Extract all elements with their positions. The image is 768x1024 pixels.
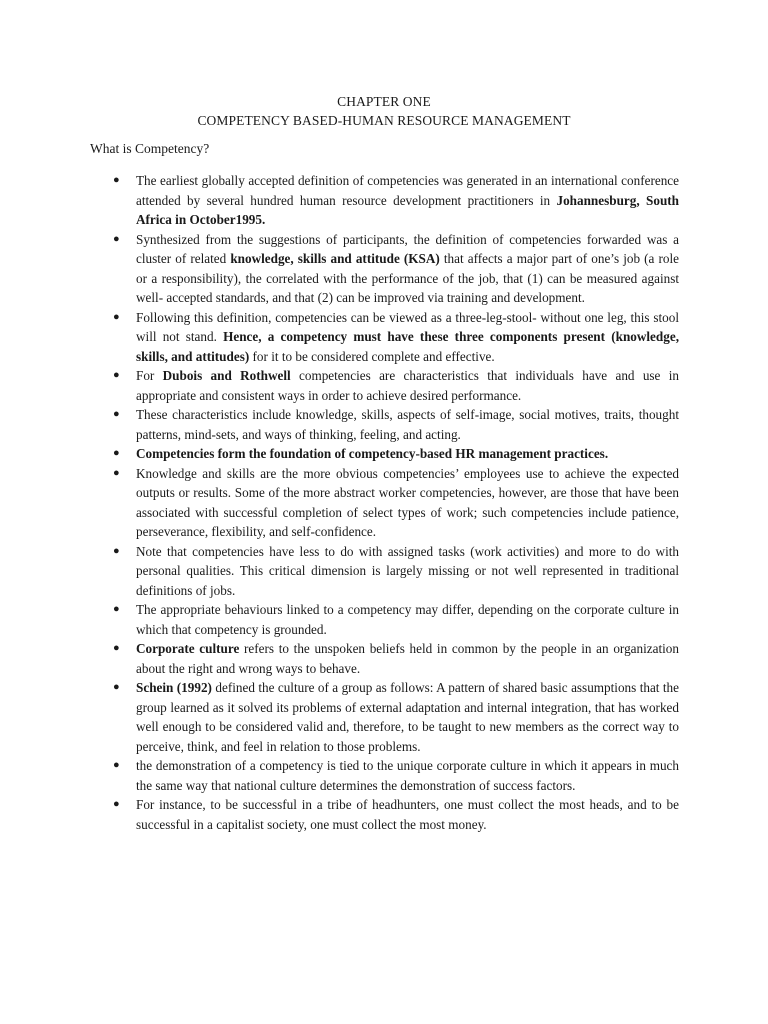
bullet-icon: ● [113, 681, 120, 693]
list-item: ● Schein (1992) defined the culture of a group as follows: A pattern of shared basic assumptions that the group learned as it solved its problems of external adaptation and internal integration, that has worked well enough to be considered valid and, therefore, to be taught to new members as the correct way to perceive, think, and feel in relation to those problems. [113, 680, 680, 754]
bullet-icon: ● [113, 642, 120, 654]
bullet-icon: ● [113, 447, 120, 459]
bullet-icon: ● [113, 759, 120, 771]
bullet-icon: ● [113, 310, 120, 323]
list-item: ● the demonstration of a competency is tied to the unique corporate culture in which it appears in much the same way that national culture determines the demonstration of success factors. [113, 758, 679, 793]
list-item: ● Knowledge and skills are the more obvious competencies’ employees use to achieve the expected outputs or results. Some of the more abstract worker competencies, however, are those that have been associated with successful completion of select types of work; such competencies include patience, perseverance, flexibility, and self-confidence. [113, 465, 679, 539]
bullet-list [0, 171, 768, 834]
list-item: ● Note that competencies have less to do with assigned tasks (work activities) and more to do with personal qualities. This critical dimension is largely missing or not well represented in traditional definitions of jobs. [113, 543, 679, 598]
bullet-icon: ● [113, 408, 120, 420]
bullet-icon: ● [113, 174, 120, 186]
bullet-icon: ● [113, 369, 120, 381]
list-item: ● Following this definition, competencies can be viewed as a three-leg-stool- without one leg, this stool will not stand. Hence, a competency must have these three components present (knowledge, skills, and attitudes) for it to be considered complete and effective. [113, 309, 679, 364]
chapter-title: COMPETENCY BASED-HUMAN RESOURCE MANAGEMENT [197, 113, 571, 128]
list-item: ● Competencies form the foundation of competency-based HR management practices. [136, 444, 679, 464]
bullet-icon: ● [113, 603, 120, 615]
list-item: ● The earliest globally accepted definition of competencies was generated in an international conference attended by several hundred human resource development practitioners in Johannesburg, South Africa in October1995. [113, 173, 680, 227]
list-item: ● For Dubois and Rothwell competencies are characteristics that individuals have and use in appropriate and consistent ways in order to achieve desired performance. [113, 368, 679, 403]
chapter-label: CHAPTER ONE [337, 94, 431, 109]
list-item: ● Synthesized from the suggestions of participants, the definition of competencies forwarded was a cluster of related knowledge, skills and attitude (KSA) that affects a major part of one’s job (a role or a responsibility), the correlated with the performance of the job, that (1) can be measured against well- accepted standards, and that (2) can be improved via training and development. [113, 231, 679, 305]
list-item: ● For instance, to be successful in a tribe of headhunters, one must collect the most heads, and to be successful in a capitalist society, one must collect the most money. [113, 797, 679, 832]
list-item: ● The appropriate behaviours linked to a competency may differ, depending on the corporate culture in which that competency is grounded. [113, 602, 679, 637]
section-question: What is Competency? [90, 141, 210, 156]
list-item: ● These characteristics include knowledge, skills, aspects of self-image, social motives, traits, thought patterns, mind-sets, and ways of thinking, feeling, and acting. [113, 407, 679, 442]
bullet-icon: ● [113, 798, 120, 810]
bullet-icon: ● [113, 544, 120, 557]
bullet-icon: ● [113, 466, 120, 479]
list-item: ● Corporate culture refers to the unspoken beliefs held in common by the people in an organization about the right and wrong ways to behave. [113, 641, 679, 676]
bullet-icon: ● [113, 232, 120, 245]
